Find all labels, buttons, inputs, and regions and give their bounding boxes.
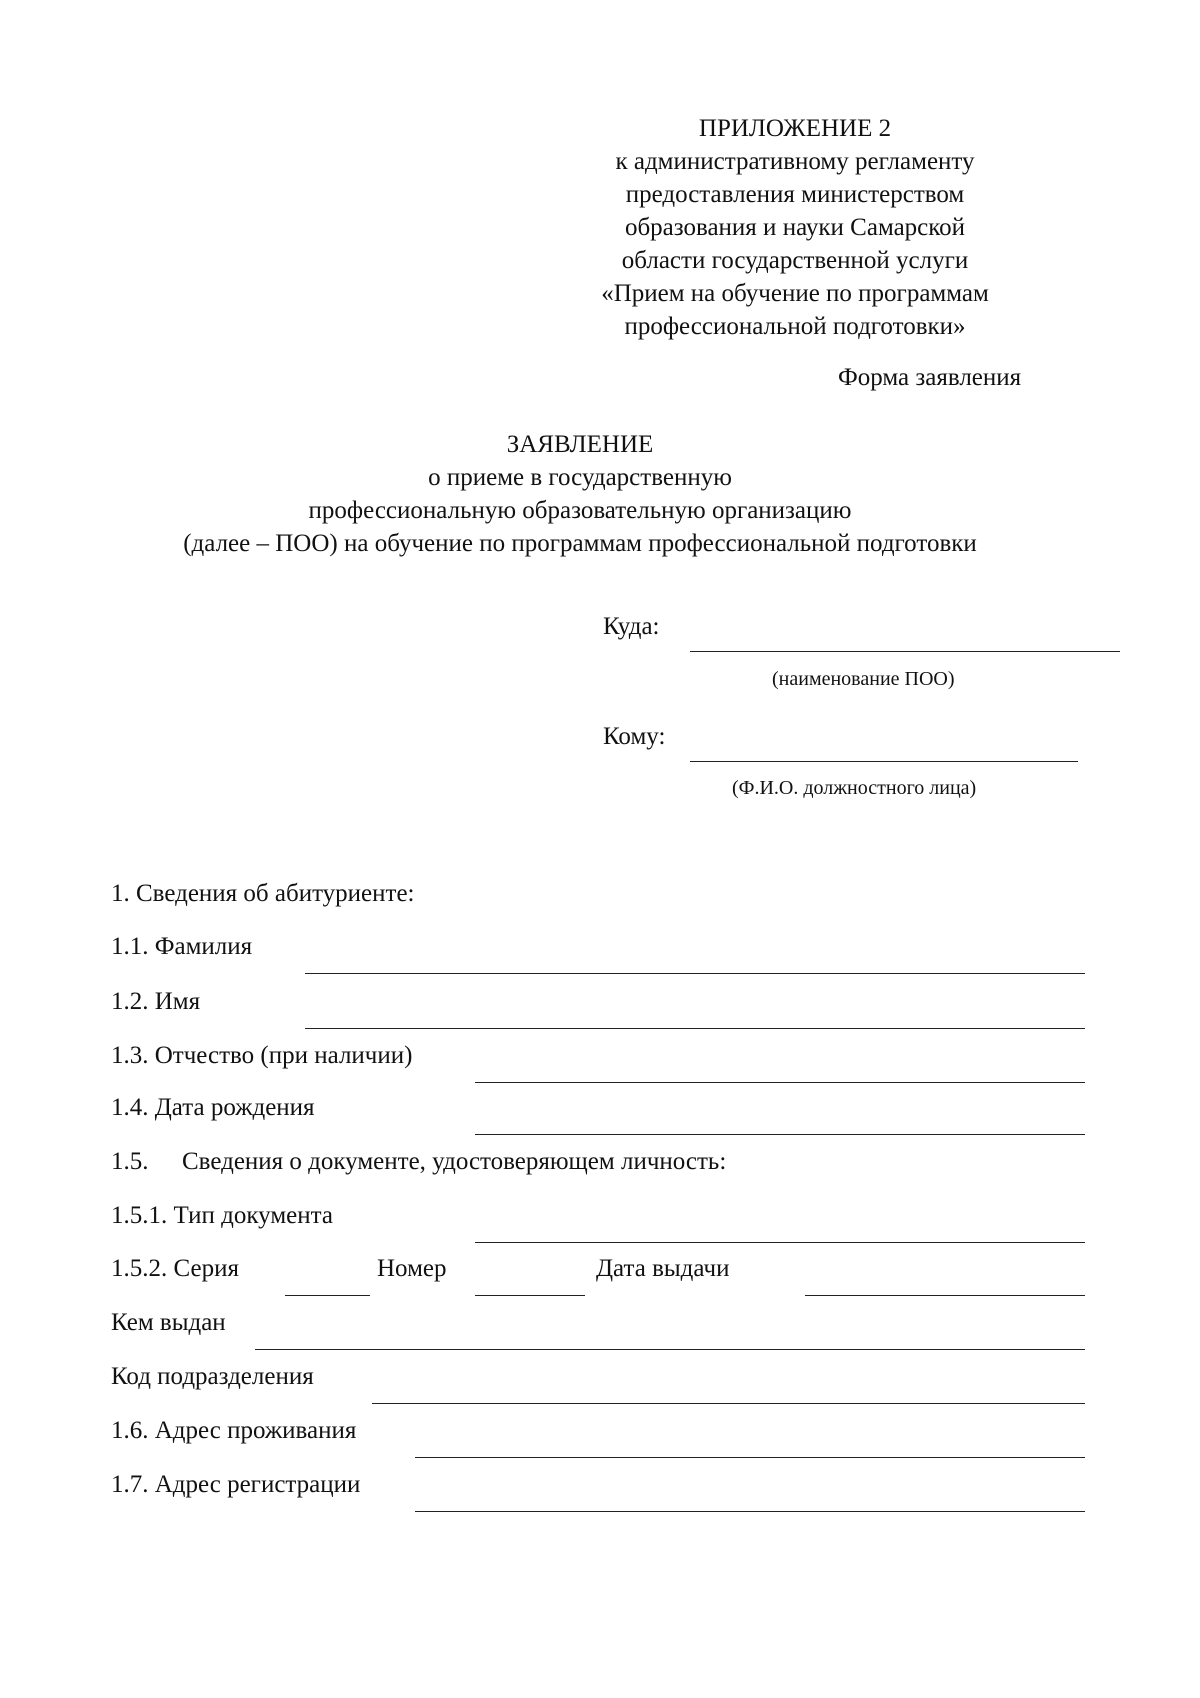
surname-label: 1.1. Фамилия: [111, 933, 253, 960]
name-field[interactable]: [305, 1028, 1085, 1029]
patronymic-label: 1.3. Отчество (при наличии): [111, 1042, 413, 1069]
where-field[interactable]: [690, 651, 1120, 652]
division-code-field[interactable]: [372, 1403, 1085, 1404]
appendix-line: профессиональной подготовки»: [624, 313, 966, 340]
appendix-line: образования и науки Самарской: [624, 214, 966, 241]
statement-subtitle-line: (далее – ПОО) на обучение по программам профессиональной подготовки: [183, 530, 977, 557]
statement-subtitle-line: профессиональную образовательную организацию: [308, 497, 852, 524]
surname-field[interactable]: [305, 973, 1085, 974]
form-label: Форма заявления: [838, 364, 1022, 391]
to-label: Кому:: [603, 723, 666, 750]
birth-date-label: 1.4. Дата рождения: [111, 1094, 315, 1121]
patronymic-field[interactable]: [475, 1082, 1085, 1083]
residence-address-label: 1.6. Адрес проживания: [111, 1417, 357, 1444]
residence-address-field[interactable]: [415, 1457, 1085, 1458]
issued-by-field[interactable]: [255, 1349, 1085, 1350]
statement-title: ЗАЯВЛЕНИЕ: [506, 431, 654, 458]
id-document-number: 1.5.: [111, 1148, 149, 1175]
issue-date-field[interactable]: [805, 1295, 1085, 1296]
birth-date-field[interactable]: [475, 1134, 1085, 1135]
registration-address-label: 1.7. Адрес регистрации: [111, 1471, 361, 1498]
issue-date-label: Дата выдачи: [596, 1255, 730, 1282]
division-code-label: Код подразделения: [111, 1363, 314, 1390]
registration-address-field[interactable]: [415, 1511, 1085, 1512]
number-field[interactable]: [475, 1295, 585, 1296]
statement-heading: [80, 428, 1080, 560]
doc-type-field[interactable]: [475, 1242, 1085, 1243]
applicant-section-title: 1. Сведения об абитуриенте:: [111, 880, 415, 907]
to-hint: (Ф.И.О. должностного лица): [732, 777, 977, 799]
issued-by-label: Кем выдан: [111, 1309, 226, 1336]
where-label: Куда:: [603, 613, 660, 640]
name-label: 1.2. Имя: [111, 988, 201, 1015]
appendix-title: ПРИЛОЖЕНИЕ 2: [698, 115, 892, 142]
to-field[interactable]: [690, 761, 1078, 762]
series-label: 1.5.2. Серия: [111, 1255, 239, 1282]
appendix-line: области государственной услуги: [621, 247, 969, 274]
number-label: Номер: [377, 1255, 447, 1282]
doc-type-label: 1.5.1. Тип документа: [111, 1202, 333, 1229]
appendix-line: «Прием на обучение по программам: [601, 280, 989, 307]
id-document-label: Сведения о документе, удостоверяющем личность:: [182, 1148, 727, 1175]
series-field[interactable]: [285, 1295, 370, 1296]
appendix-header: [560, 112, 1030, 343]
where-hint: (наименование ПОО): [772, 668, 955, 690]
statement-subtitle-line: о приеме в государственную: [428, 464, 732, 491]
appendix-line: к административному регламенту: [615, 148, 975, 175]
appendix-line: предоставления министерством: [625, 181, 965, 208]
